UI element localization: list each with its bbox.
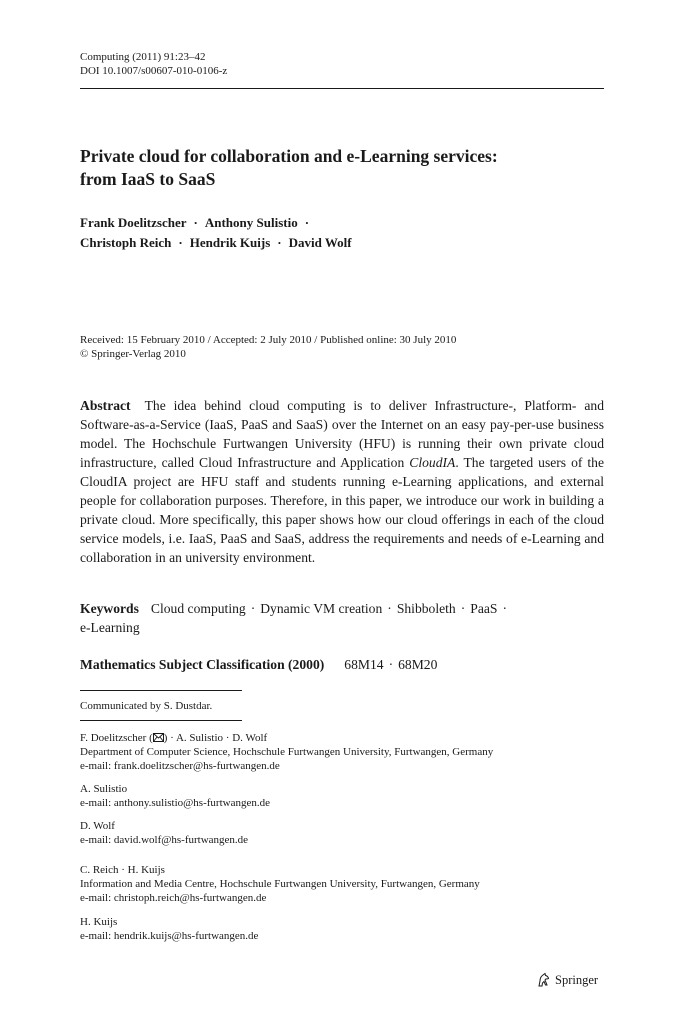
keyword: e-Learning <box>80 620 140 635</box>
affiliation-department: Department of Computer Science, Hochschule Furtwangen University, Furtwangen, Germany <box>80 746 494 758</box>
keyword: Dynamic VM creation <box>260 601 383 616</box>
author-separator: · <box>193 215 198 230</box>
affiliation-department: Information and Media Centre, Hochschule Furtwangen University, Furtwangen, Germany <box>80 878 480 890</box>
history-dates: Received: 15 February 2010 / Accepted: 2 July 2010 / Published online: 30 July 2010 <box>80 334 457 346</box>
journal-header <box>80 50 227 78</box>
title-line-2: from IaaS to SaaS <box>80 169 216 189</box>
footnote-rule <box>80 720 242 721</box>
abstract-text-1: The idea behind cloud computing is to deliver Infrastructure-, Platform- and Software-as-a-Service (IaaS, PaaS and SaaS) over the Internet on an easy pay-per-use business model. The Hochschule Furtwangen University (HFU) is running their own private cloud infrastructure, called Cloud Infrastructure and Application <box>80 398 604 470</box>
publication-history <box>80 333 456 361</box>
msc-label: Mathematics Subject Classification (2000) <box>80 657 325 672</box>
publisher-logo <box>536 972 598 988</box>
author-line-1 <box>80 213 604 233</box>
keyword: Cloud computing <box>150 601 246 616</box>
author-list <box>80 213 604 253</box>
affiliation-email: e-mail: christoph.reich@hs-furtwangen.de <box>80 892 267 904</box>
affiliation-email: e-mail: hendrik.kuijs@hs-furtwangen.de <box>80 930 259 942</box>
abstract <box>80 396 604 567</box>
author-name: Anthony Sulistio <box>204 215 298 230</box>
author-name: Christoph Reich <box>80 235 172 250</box>
msc-code: 68M20 <box>398 657 438 672</box>
author-name: Frank Doelitzscher <box>80 215 187 230</box>
affiliation-names: A. Sulistio <box>80 783 128 795</box>
affiliation-block <box>80 915 604 943</box>
msc-code: 68M14 <box>344 657 384 672</box>
keywords-label: Keywords <box>80 601 139 616</box>
author-separator: · <box>304 215 310 230</box>
author-separator: · <box>277 235 282 250</box>
journal-citation: Computing (2011) 91:23–42 <box>80 51 206 63</box>
affiliation-block <box>80 731 604 773</box>
affiliation-email: e-mail: frank.doelitzscher@hs-furtwangen.de <box>80 760 280 772</box>
affiliation-names: F. Doelitzscher ( ) · A. Sulistio · D. Wolf <box>80 732 268 744</box>
affiliation-email: e-mail: david.wolf@hs-furtwangen.de <box>80 834 249 846</box>
author-line-2 <box>80 233 604 253</box>
publisher-name: Springer <box>555 972 599 987</box>
author-name: David Wolf <box>288 235 352 250</box>
copyright-line: © Springer-Verlag 2010 <box>80 348 186 360</box>
abstract-label: Abstract <box>80 398 131 413</box>
affiliation-names: C. Reich · H. Kuijs <box>80 864 165 876</box>
affiliation-names: D. Wolf <box>80 820 115 832</box>
footnote-rule <box>80 690 242 691</box>
communicated-by: Communicated by S. Dustdar. <box>80 700 213 712</box>
header-rule <box>80 88 604 89</box>
author-name: Hendrik Kuijs <box>189 235 271 250</box>
affiliation-names: H. Kuijs <box>80 916 118 928</box>
subject-classification: Mathematics Subject Classification (2000) 68M14 · 68M20 <box>80 657 438 672</box>
abstract-text-2: . The targeted users of the CloudIA project are HFU staff and students running e-Learning applications, and external people for collaboration purposes. Therefore, in this paper, we introduce our work in building a private cloud. More specifically, this paper shows how our cloud offerings in each of the cloud service models, i.e. IaaS, PaaS and SaaS, address the requirements and needs of e-Learning and collaboration in an university environment. <box>80 455 604 565</box>
paper-title <box>80 145 604 191</box>
keywords: Keywords Cloud computing · Dynamic VM creation · Shibboleth · PaaS · e-Learning <box>80 601 507 635</box>
affiliation-email: e-mail: anthony.sulistio@hs-furtwangen.de <box>80 797 270 809</box>
affiliation-block <box>80 863 604 905</box>
affiliation-block <box>80 782 604 810</box>
keyword: PaaS <box>470 601 498 616</box>
envelope-icon <box>153 733 164 742</box>
author-separator: · <box>178 235 183 250</box>
affiliation-block <box>80 819 604 847</box>
springer-horse-icon <box>536 972 552 988</box>
title-line-1: Private cloud for collaboration and e-Learning services: <box>80 146 498 166</box>
abstract-italic-term: CloudIA <box>409 455 456 470</box>
journal-doi: DOI 10.1007/s00607-010-0106-z <box>80 65 228 77</box>
keyword: Shibboleth <box>396 601 456 616</box>
